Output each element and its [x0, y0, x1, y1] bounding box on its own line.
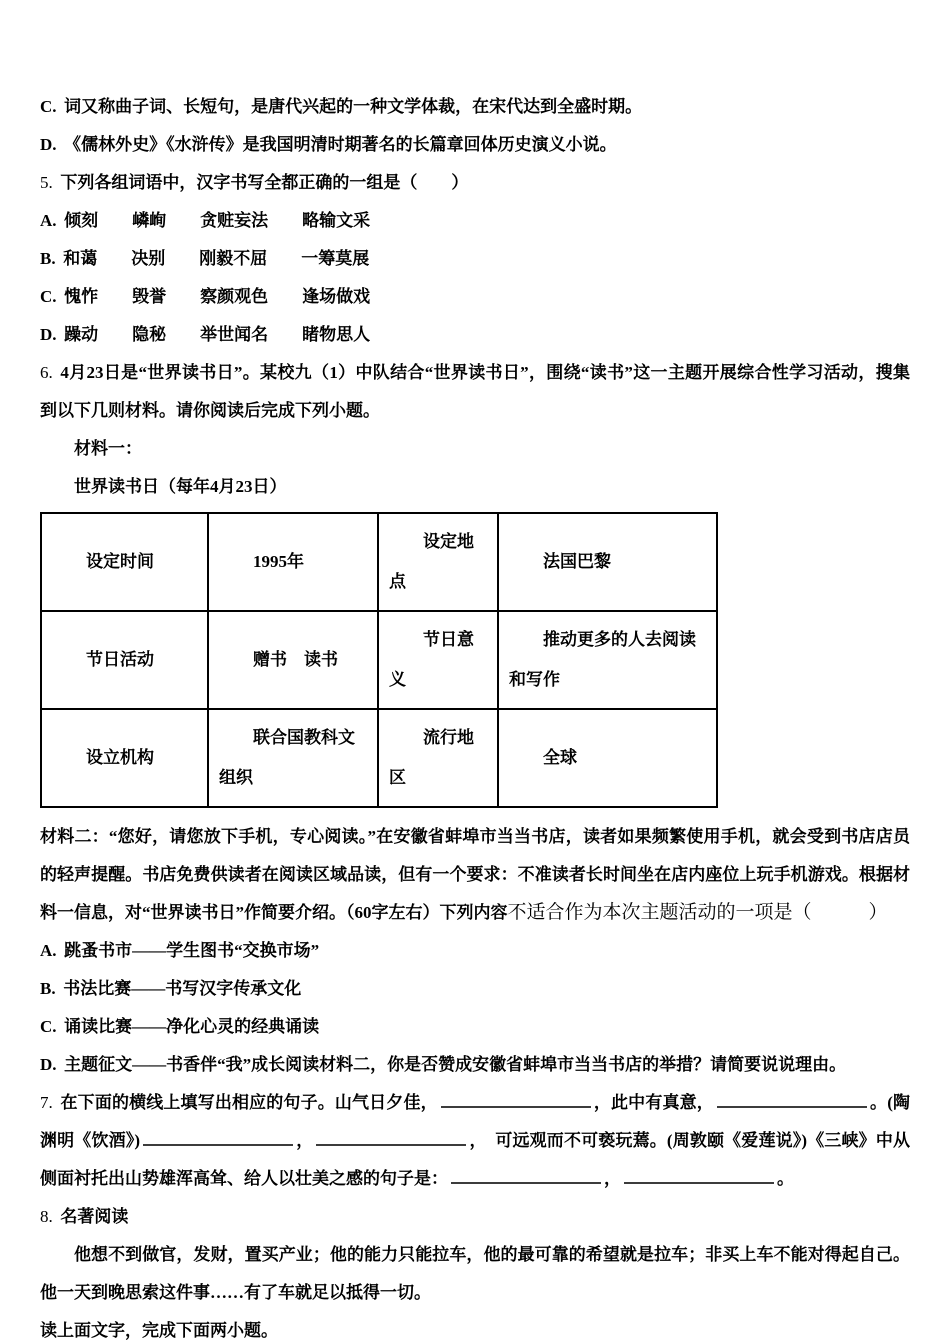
- q6-option-d-text: 主题征文——书香伴“我”成长阅读材料二，你是否赞成安徽省蚌埠市当当书店的举措？请简要说说理由。: [64, 1055, 847, 1074]
- table-cell: 节日活动: [41, 611, 208, 709]
- q5-option-d: [40, 316, 910, 354]
- q7-text-2: ，此中有真意，: [593, 1093, 714, 1112]
- q6-option-a-label: A.: [40, 941, 57, 960]
- answer-blank: [143, 1130, 293, 1146]
- q4-option-d-label: D.: [40, 135, 57, 154]
- q5-option-a: [40, 202, 910, 240]
- q5-option-b-label: B.: [40, 249, 56, 268]
- q5-number: 5.: [40, 173, 53, 192]
- q6-option-d-label: D.: [40, 1055, 57, 1074]
- q4-option-c-label: C.: [40, 97, 57, 116]
- q4-option-c: [40, 88, 910, 126]
- answer-blank: [624, 1168, 774, 1184]
- q5-option-a-label: A.: [40, 211, 57, 230]
- q7-text-3: 。(陶渊明《饮酒》): [40, 1093, 911, 1150]
- q6-option-b-text: 书法比赛——书写汉字传承文化: [63, 979, 302, 998]
- q6-option-b: [40, 970, 910, 1008]
- q6-option-c-text: 诵读比赛——净化心灵的经典诵读: [64, 1017, 320, 1036]
- table-row-3: [41, 709, 717, 807]
- table-cell: 节日意义: [378, 611, 498, 709]
- q5-option-c: [40, 278, 910, 316]
- q7-number: 7.: [40, 1093, 53, 1112]
- table-cell: 设立机构: [41, 709, 208, 807]
- q4-option-d: [40, 126, 910, 164]
- q6-stem-text: 4月23日是“世界读书日”。某校九（1）中队结合“世界读书日”，围绕“读书”这一主题开展综合性学习活动，搜集到以下几则材料。请你阅读后完成下列小题。: [40, 363, 910, 420]
- q6-option-c-label: C.: [40, 1017, 57, 1036]
- table-cell: 设定时间: [41, 513, 208, 611]
- table-cell: 全球: [498, 709, 717, 807]
- q8-quote: 他想不到做官，发财，置买产业；他的能力只能拉车，他的最可靠的希望就是拉车；非买上车不能对得起自己。他一天到晚思索这件事……有了车就足以抵得一切。: [40, 1245, 910, 1302]
- table-row-2: [41, 611, 717, 709]
- table-row-1: [41, 513, 717, 611]
- q6-material2: [40, 818, 910, 932]
- q6-material2-regular-text: 不适合作为本次主题活动的一项是（ ）: [507, 902, 888, 923]
- q7-text-6: ，: [604, 1169, 621, 1188]
- q8-number: 8.: [40, 1207, 53, 1226]
- q8-heading: [40, 1198, 910, 1236]
- q6-material2-bold-text: 材料二：“您好，请您放下手机，专心阅读。”在安徽省蚌埠市当当书店，读者如果频繁使用手机，就会受到书店店员的轻声提醒。书店免费供读者在阅读区域品读，但有一个要求：不准读者长时间坐在店内座位上玩手机游戏。根据材料一信息，对“世界读书日”作简要介绍。（60字左右）下列内容: [40, 827, 910, 922]
- answer-blank: [316, 1130, 466, 1146]
- q5-stem: [40, 164, 910, 202]
- table-cell: 1995年: [208, 513, 378, 611]
- q5-option-c-label: C.: [40, 287, 57, 306]
- q4-option-d-text: 《儒林外史》《水浒传》是我国明清时期著名的长篇章回体历史演义小说。: [64, 135, 617, 154]
- table-cell: 设定地点: [378, 513, 498, 611]
- q6-material1-label: 材料一：: [74, 439, 142, 458]
- q4-option-c-text: 词又称曲子词、长短句，是唐代兴起的一种文学体裁，在宋代达到全盛时期。: [64, 97, 643, 116]
- q6-option-a: [40, 932, 910, 970]
- answer-blank: [441, 1092, 591, 1108]
- q8-title: 名著阅读: [60, 1207, 129, 1226]
- q5-option-d-text: 躁动 隐秘 举世闻名 睹物思人: [64, 325, 371, 344]
- reading-day-table: [40, 512, 718, 808]
- q5-option-a-text: 倾刻 嶙峋 贪赃妄法 略输文采: [64, 211, 371, 230]
- q6-stem: [40, 354, 910, 430]
- q6-number: 6.: [40, 363, 53, 382]
- table-cell: 法国巴黎: [498, 513, 717, 611]
- q7-text-1: 在下面的横线上填写出相应的句子。山气日夕佳，: [60, 1093, 438, 1112]
- q6-option-d: [40, 1046, 910, 1084]
- q5-option-d-label: D.: [40, 325, 57, 344]
- q5-option-b-text: 和蔼 决别 刚毅不屈 一筹莫展: [63, 249, 370, 268]
- q6-table-title: 世界读书日（每年4月23日）: [74, 477, 287, 496]
- q5-option-c-text: 愧怍 毁誉 察颜观色 逢场做戏: [64, 287, 371, 306]
- q7-text-5: ， 可远观而不可亵玩蔫。(周敦颐《爱莲说》)《三峡》中从侧面衬托出山势雄浑高耸、给人以壮美之感的句子是：: [40, 1131, 910, 1188]
- q7-text-4: ，: [296, 1131, 314, 1150]
- q8-instruction: 读上面文字，完成下面两小题。: [40, 1321, 278, 1340]
- table-cell: 赠书 读书: [208, 611, 378, 709]
- q7-stem: [40, 1084, 910, 1198]
- q5-stem-text: 下列各组词语中，汉字书写全都正确的一组是（ ）: [60, 173, 469, 192]
- answer-blank: [717, 1092, 867, 1108]
- q5-option-b: [40, 240, 910, 278]
- answer-blank: [451, 1168, 601, 1184]
- table-cell: 流行地区: [378, 709, 498, 807]
- table-cell: 联合国教科文组织: [208, 709, 378, 807]
- q6-option-a-text: 跳蚤书市——学生图书“交换市场”: [64, 941, 320, 960]
- q6-option-c: [40, 1008, 910, 1046]
- q6-option-b-label: B.: [40, 979, 56, 998]
- q7-text-7: 。: [777, 1169, 794, 1188]
- table-cell: 推动更多的人去阅读和写作: [498, 611, 717, 709]
